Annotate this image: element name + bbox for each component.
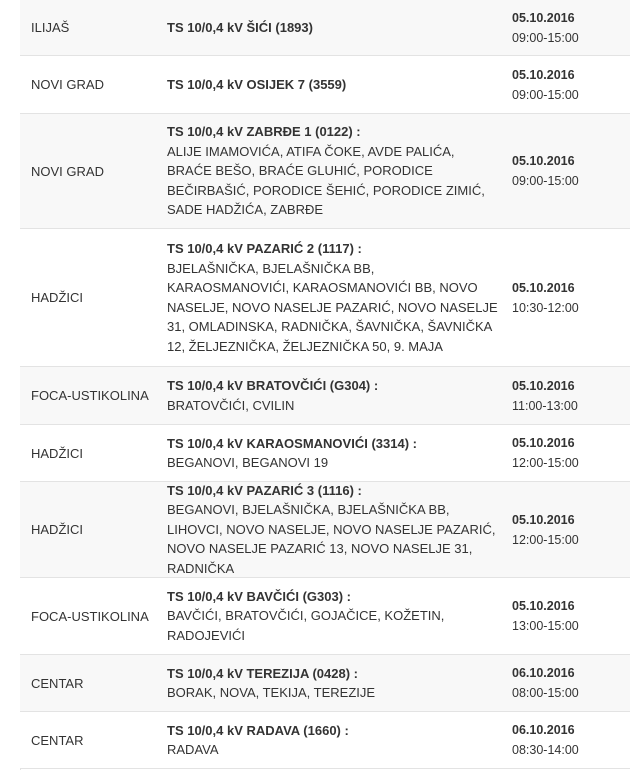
datetime-cell — [498, 278, 579, 318]
datetime-cell — [498, 720, 579, 760]
description-cell — [167, 481, 498, 579]
table-row — [20, 229, 630, 367]
outage-date: 05.10.2016 — [512, 280, 575, 295]
area-cell: CENTAR — [31, 732, 84, 748]
station-name: TS 10/0,4 kV TEREZIJA (0428) : — [167, 665, 358, 681]
outage-date: 06.10.2016 — [512, 723, 575, 737]
outage-time: 12:00-15:00 — [512, 532, 579, 547]
table-row — [20, 367, 630, 425]
street-list: BJELAŠNIČKA, BJELAŠNIČKA BB, KARAOSMANOVIĆI, KARAOSMANOVIĆI BB, NOVO NASELJE, NOVO NASELJE PAZARIĆ, NOVO NASELJE 31, OMLADINSKA, RADNIČKA, ŠAVNIČKA, ŠAVNIČKA 12, ŽELJEZNIČKA, ŽELJEZNIČKA 50, 9. MAJA — [167, 260, 498, 354]
outage-time: 09:00-15:00 — [512, 87, 579, 102]
station-name: TS 10/0,4 kV ŠIĆI (1893) — [167, 19, 313, 35]
datetime-cell — [498, 151, 579, 191]
area-cell: NOVI GRAD — [31, 163, 104, 179]
outage-time: 11:00-13:00 — [512, 398, 578, 413]
station-name: TS 10/0,4 kV KARAOSMANOVIĆI (3314) : — [167, 435, 417, 451]
outage-date: 05.10.2016 — [512, 512, 575, 527]
table-row — [20, 655, 630, 712]
street-list: BAVČIĆI, BRATOVČIĆI, GOJAČICE, KOŽETIN, RADOJEVIĆI — [167, 608, 445, 643]
outage-date: 05.10.2016 — [512, 154, 575, 168]
area-cell: NOVI GRAD — [31, 77, 104, 92]
description-cell — [167, 664, 498, 703]
station-name: TS 10/0,4 kV ZABRĐE 1 (0122) : — [167, 124, 361, 140]
outage-date: 05.10.2016 — [512, 10, 575, 25]
description-cell — [167, 239, 498, 356]
table-row — [20, 425, 630, 482]
station-name: TS 10/0,4 kV BAVČIĆI (G303) : — [167, 588, 351, 604]
street-list: RADAVA — [167, 742, 219, 757]
outage-date: 05.10.2016 — [512, 436, 575, 450]
street-list: BEGANOVI, BEGANOVI 19 — [167, 455, 329, 470]
station-name: TS 10/0,4 kV OSIJEK 7 (3559) — [167, 76, 347, 92]
datetime-cell — [498, 8, 579, 48]
outage-date: 06.10.2016 — [512, 666, 575, 680]
description-cell — [167, 587, 498, 646]
datetime-cell — [498, 596, 579, 636]
table-row — [20, 114, 630, 229]
outage-date: 05.10.2016 — [512, 67, 575, 82]
description-cell — [167, 376, 498, 415]
street-list: BEGANOVI, BJELAŠNIČKA, BJELAŠNIČKA BB, LIHOVCI, NOVO NASELJE, NOVO NASELJE PAZARIĆ, NOVO NASELJE PAZARIĆ 13, NOVO NASELJE 31, RADNIČKA — [167, 502, 496, 576]
datetime-cell — [498, 433, 579, 473]
datetime-cell — [498, 663, 579, 703]
outage-time: 08:00-15:00 — [512, 686, 579, 700]
street-list: BRATOVČIĆI, CVILIN — [167, 397, 295, 413]
area-cell: CENTAR — [31, 675, 84, 691]
datetime-cell — [498, 510, 579, 550]
area-cell: HADŽICI — [31, 290, 83, 305]
outage-time: 10:30-12:00 — [512, 300, 579, 315]
datetime-cell — [498, 376, 578, 416]
description-cell — [167, 122, 498, 220]
table-row — [20, 56, 630, 114]
description-cell — [167, 721, 498, 760]
area-cell: HADŽICI — [31, 522, 83, 537]
street-list: ALIJE IMAMOVIĆA, ATIFA ČOKE, AVDE PALIĆA, BRAĆE BEŠO, BRAĆE GLUHIĆ, PORODICE BEČIRBAŠIĆ, PORODICE ŠEHIĆ, PORODICE ZIMIĆ, SADE HADŽIĆA, ZABRĐE — [167, 143, 485, 218]
station-name: TS 10/0,4 kV PAZARIĆ 3 (1116) : — [167, 482, 362, 498]
description-cell — [167, 434, 498, 473]
station-name: TS 10/0,4 kV RADAVA (1660) : — [167, 722, 349, 738]
street-list: BORAK, NOVA, TEKIJA, TEREZIJE — [167, 685, 376, 700]
outage-time: 08:30-14:00 — [512, 743, 579, 757]
outage-date: 05.10.2016 — [512, 599, 575, 613]
outage-table — [20, 0, 630, 769]
description-cell — [167, 75, 498, 95]
table-row — [20, 0, 630, 56]
outage-time: 09:00-15:00 — [512, 30, 579, 45]
area-cell: FOCA-USTIKOLINA — [31, 388, 149, 403]
table-row — [20, 482, 630, 578]
table-row — [20, 578, 630, 655]
outage-date: 05.10.2016 — [512, 378, 575, 393]
table-row — [20, 712, 630, 769]
outage-time: 12:00-15:00 — [512, 456, 579, 470]
station-name: TS 10/0,4 kV PAZARIĆ 2 (1117) : — [167, 241, 362, 256]
station-name: TS 10/0,4 kV BRATOVČIĆI (G304) : — [167, 378, 379, 393]
area-cell: FOCA-USTIKOLINA — [31, 608, 149, 624]
area-cell: HADŽICI — [31, 445, 83, 461]
description-cell — [167, 18, 498, 38]
area-cell: ILIJAŠ — [31, 20, 70, 35]
outage-time: 09:00-15:00 — [512, 174, 579, 188]
datetime-cell — [498, 65, 579, 105]
outage-time: 13:00-15:00 — [512, 619, 579, 633]
